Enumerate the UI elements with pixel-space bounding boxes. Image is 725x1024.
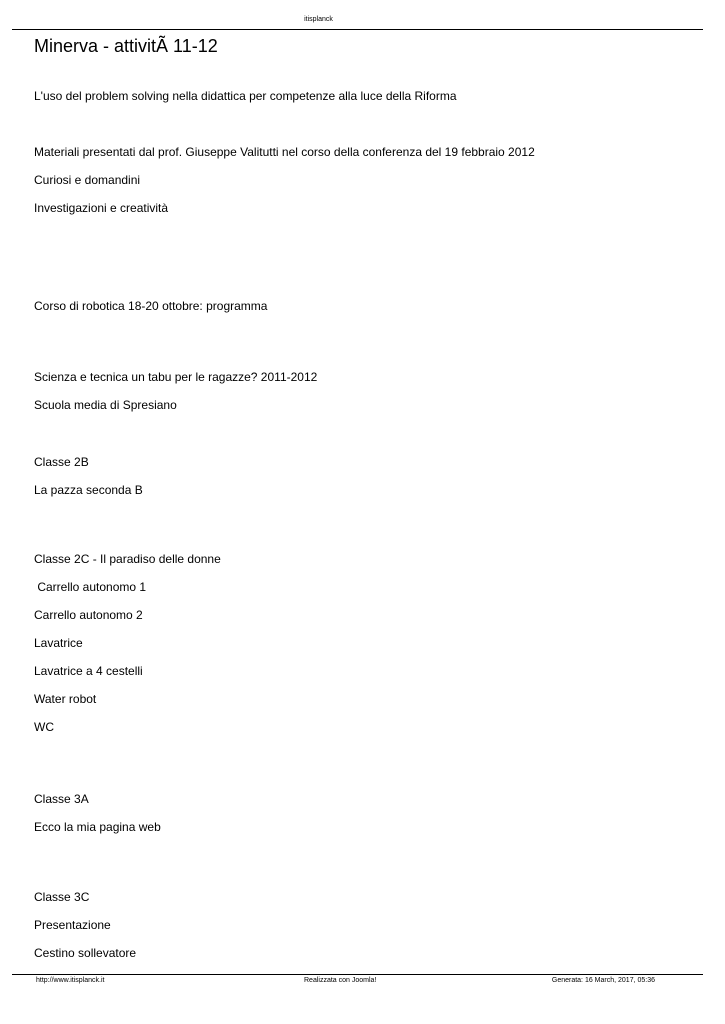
footer-url[interactable]: http://www.itisplanck.it bbox=[36, 977, 105, 984]
footer-generated-date: Generata: 16 March, 2017, 05:36 bbox=[551, 977, 655, 984]
curiosi-link[interactable]: Curiosi e domandini bbox=[34, 173, 141, 187]
robotica-link[interactable]: Corso di robotica 18-20 ottobre: programma bbox=[34, 299, 268, 313]
pazza-seconda-link[interactable]: La pazza seconda B bbox=[34, 483, 143, 497]
water-robot-link[interactable]: Water robot bbox=[34, 692, 97, 706]
classe-3a-heading: Classe 3A bbox=[34, 792, 89, 806]
intro-text: L'uso del problem solving nella didattica per competenze alla luce della Riforma bbox=[34, 89, 457, 103]
classe-2c-heading: Classe 2C - Il paradiso delle donne bbox=[34, 552, 221, 566]
carrello-2-link[interactable]: Carrello autonomo 2 bbox=[34, 608, 143, 622]
carrello-1-link[interactable]: Carrello autonomo 1 bbox=[34, 580, 147, 594]
scienza-heading: Scienza e tecnica un tabu per le ragazze? 2011-2012 bbox=[34, 370, 318, 384]
page-title: Minerva - attivitÃ 11-12 bbox=[34, 36, 218, 56]
classe-2b-heading: Classe 2B bbox=[34, 455, 89, 469]
investigazioni-link[interactable]: Investigazioni e creatività bbox=[34, 201, 169, 215]
footer-divider bbox=[12, 974, 703, 975]
pagina-web-link[interactable]: Ecco la mia pagina web bbox=[34, 820, 161, 834]
footer-powered-by: Realizzata con Joomla! bbox=[304, 977, 377, 984]
materials-link[interactable]: Materiali presentati dal prof. Giuseppe Valitutti nel corso della conferenza del 19 febbraio 2012 bbox=[34, 145, 535, 159]
header-divider bbox=[12, 29, 703, 30]
classe-3c-heading: Classe 3C bbox=[34, 890, 90, 904]
wc-link[interactable]: WC bbox=[34, 720, 54, 734]
site-name: itisplanck bbox=[304, 16, 333, 23]
scuola-heading: Scuola media di Spresiano bbox=[34, 398, 177, 412]
presentazione-link[interactable]: Presentazione bbox=[34, 918, 111, 932]
lavatrice-4-link[interactable]: Lavatrice a 4 cestelli bbox=[34, 664, 143, 678]
lavatrice-link[interactable]: Lavatrice bbox=[34, 636, 83, 650]
cestino-link[interactable]: Cestino sollevatore bbox=[34, 946, 137, 960]
